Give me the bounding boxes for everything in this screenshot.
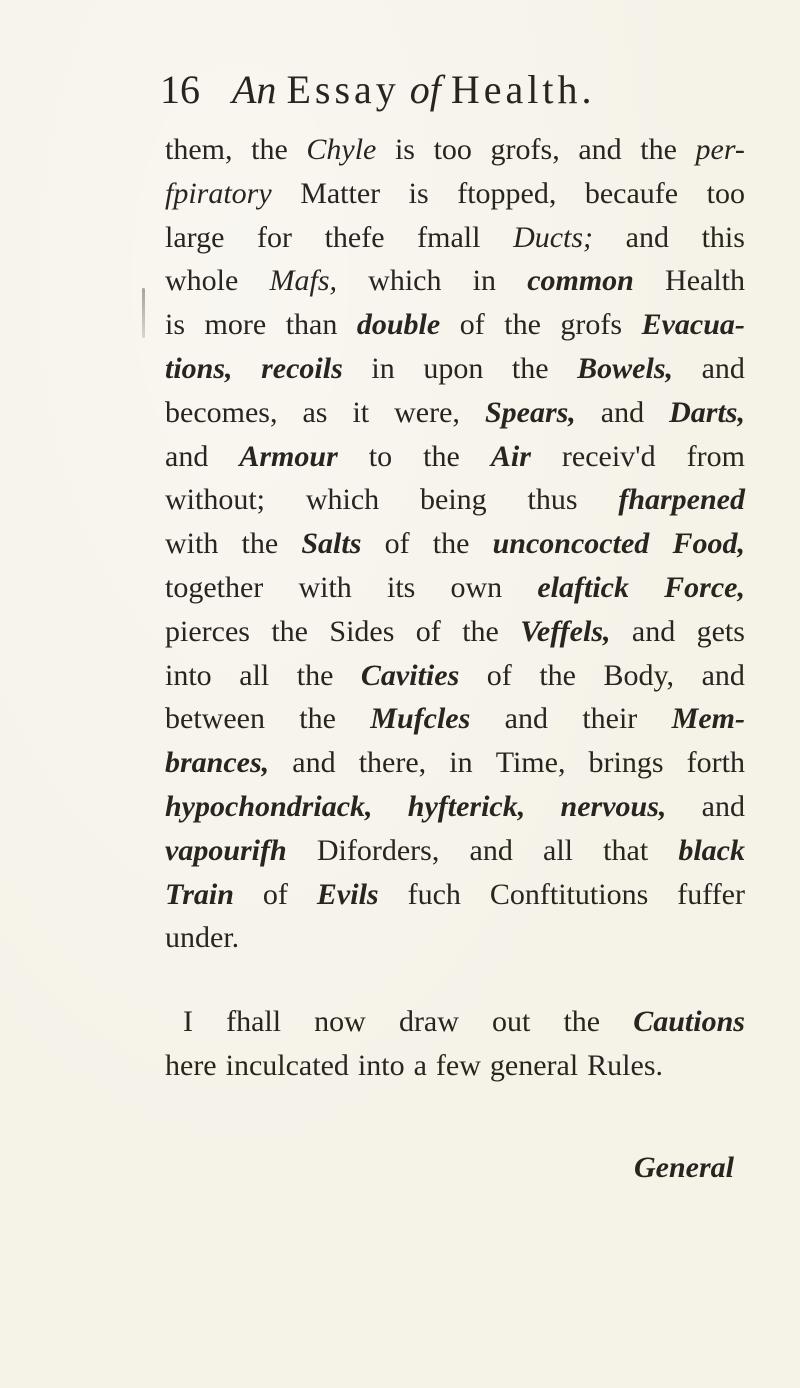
word: for — [257, 220, 292, 254]
word: hypochondriack, — [165, 789, 373, 823]
word: receiv'd — [561, 439, 656, 473]
text-line — [165, 829, 745, 873]
word: the — [539, 658, 576, 692]
text-line — [165, 916, 745, 960]
word: fmall — [417, 220, 481, 254]
word: own — [450, 570, 503, 604]
word: Body, — [603, 658, 675, 692]
word: few — [435, 1048, 481, 1082]
word: Bowels, — [577, 351, 674, 385]
word: forth — [686, 746, 745, 780]
word: fuffer — [677, 877, 745, 911]
running-head-title-essay: Essay — [286, 67, 400, 112]
text-line — [165, 172, 745, 216]
text-line — [165, 522, 745, 566]
text-line — [165, 785, 745, 829]
word: and — [165, 439, 209, 473]
paragraph-gap — [165, 960, 745, 1000]
word: per- — [695, 133, 745, 166]
word: Diforders, — [316, 833, 440, 867]
word: Force, — [664, 570, 745, 604]
word: and — [504, 702, 548, 736]
word: the — [296, 658, 334, 692]
word: Spears, — [484, 395, 576, 429]
word: ftopped, — [457, 176, 557, 210]
word: and — [600, 395, 645, 429]
word: from — [686, 439, 745, 473]
word: Conftitutions — [489, 877, 649, 911]
text-line — [165, 566, 745, 610]
word: Health — [665, 264, 745, 298]
word: of — [262, 877, 288, 911]
text-line — [165, 216, 745, 260]
running-head — [160, 62, 740, 118]
word: brings — [588, 746, 664, 780]
word: Air — [490, 439, 531, 473]
text-line — [165, 654, 745, 698]
word: Darts, — [669, 395, 745, 429]
word: out — [492, 1005, 531, 1039]
word: thus — [527, 483, 578, 517]
word: vapourifh — [165, 833, 287, 867]
word: it — [352, 395, 370, 429]
text-line — [165, 873, 745, 917]
word: Food, — [672, 527, 745, 561]
page-number: 16 — [160, 67, 200, 112]
word: Chyle — [306, 133, 377, 166]
word: becomes, — [165, 395, 278, 429]
word: together — [165, 570, 264, 604]
word: in — [371, 351, 395, 385]
word: and — [631, 614, 676, 648]
word: whole — [165, 264, 239, 298]
word: and — [625, 220, 669, 254]
word: Cavities — [360, 658, 460, 692]
word: fhall — [226, 1005, 282, 1039]
text-line — [165, 1044, 745, 1088]
paragraph-2 — [165, 1000, 745, 1088]
word: draw — [398, 1005, 459, 1039]
word: here — [165, 1048, 217, 1082]
word: them, — [165, 133, 233, 166]
word: and — [292, 746, 336, 780]
word: upon — [423, 351, 484, 385]
word: which — [305, 483, 380, 517]
word: the — [640, 133, 677, 166]
word: black — [678, 833, 745, 867]
word: the — [241, 527, 279, 561]
word: more — [204, 308, 267, 342]
word: Ducts; — [513, 220, 594, 254]
word: the — [423, 439, 460, 473]
word: pierces — [165, 614, 250, 648]
word: which — [368, 264, 442, 298]
word: of — [415, 614, 441, 648]
word: general — [489, 1048, 579, 1082]
word: with — [165, 527, 219, 561]
word: now — [314, 1005, 366, 1039]
word: is — [408, 176, 429, 210]
word: there, — [358, 746, 427, 780]
word: fpiratory — [165, 176, 272, 210]
word: inculcated — [225, 1048, 349, 1082]
word: and — [701, 351, 745, 385]
running-head-title-health: Health. — [450, 67, 596, 112]
word: being — [420, 483, 487, 517]
word: elaftick — [537, 570, 629, 604]
word: this — [701, 220, 745, 254]
text-line — [165, 1000, 745, 1044]
word: I — [183, 1005, 193, 1039]
word: with — [298, 570, 352, 604]
word: in — [472, 264, 497, 298]
word: Veffels, — [520, 614, 611, 648]
word: of — [384, 527, 410, 561]
word: Evacua- — [641, 308, 745, 342]
word: in — [449, 746, 473, 780]
word: becaufe — [584, 176, 679, 210]
text-line — [165, 697, 745, 741]
word: under. — [165, 921, 240, 955]
word: tions, — [165, 351, 233, 385]
word: fharpened — [618, 483, 745, 517]
word: Cautions — [633, 1005, 745, 1039]
word: the — [504, 308, 541, 342]
word: is — [394, 133, 415, 166]
running-head-title-an: An — [232, 67, 277, 112]
word: common — [527, 264, 634, 298]
word: brances, — [165, 746, 270, 780]
word: Mem- — [671, 702, 745, 736]
word: into — [357, 1048, 405, 1082]
word: hyfterick, — [407, 789, 526, 823]
text-line — [165, 391, 745, 435]
word: too — [433, 133, 472, 166]
running-head-title-of: of — [409, 67, 441, 112]
word: without; — [165, 483, 266, 517]
word: were, — [394, 395, 460, 429]
word: large — [165, 220, 225, 254]
word: the — [432, 527, 470, 561]
text-line — [165, 303, 745, 347]
word: Salts — [301, 527, 362, 561]
word: the — [563, 1005, 601, 1039]
text-line — [165, 478, 745, 522]
word: fuch — [407, 877, 461, 911]
margin-ink-mark — [142, 288, 145, 338]
word: the — [511, 351, 549, 385]
word: and — [701, 789, 745, 823]
word: the — [251, 133, 288, 166]
word: Evils — [316, 877, 379, 911]
word: Time, — [495, 746, 566, 780]
word: grofs — [560, 308, 623, 342]
text-line — [165, 259, 745, 303]
text-line — [165, 435, 745, 479]
word: grofs, — [490, 133, 560, 166]
word: Rules. — [587, 1048, 664, 1082]
word: Armour — [239, 439, 338, 473]
word: a — [413, 1048, 427, 1082]
word: double — [356, 308, 441, 342]
word: the — [271, 614, 308, 648]
word: and — [578, 133, 622, 166]
word: all — [543, 833, 573, 867]
word: than — [285, 308, 338, 342]
word: their — [582, 702, 638, 736]
word: too — [706, 176, 745, 210]
word: all — [239, 658, 270, 692]
word: unconcocted — [492, 527, 650, 561]
word: is — [165, 308, 186, 342]
text-line — [165, 128, 745, 172]
word: recoils — [261, 351, 343, 385]
text-line — [165, 610, 745, 654]
text-line — [165, 347, 745, 391]
word: thefe — [324, 220, 385, 254]
word: as — [302, 395, 328, 429]
word: Train — [165, 877, 234, 911]
word: into — [165, 658, 212, 692]
word: the — [299, 702, 336, 736]
word: Mufcles — [370, 702, 471, 736]
word: Sides — [329, 614, 395, 648]
text-line — [165, 741, 745, 785]
word: of — [486, 658, 512, 692]
word: and — [469, 833, 513, 867]
word: Mafs, — [269, 264, 337, 298]
paragraph-1 — [165, 128, 745, 960]
word: its — [386, 570, 416, 604]
word: Matter — [300, 176, 381, 210]
catchword: General — [634, 1151, 734, 1184]
word: between — [165, 702, 265, 736]
word: gets — [696, 614, 745, 648]
word: that — [603, 833, 649, 867]
word: nervous, — [560, 789, 667, 823]
word: to — [368, 439, 393, 473]
word: of — [459, 308, 485, 342]
word: the — [462, 614, 499, 648]
body-text — [165, 128, 745, 1088]
word: and — [701, 658, 745, 692]
